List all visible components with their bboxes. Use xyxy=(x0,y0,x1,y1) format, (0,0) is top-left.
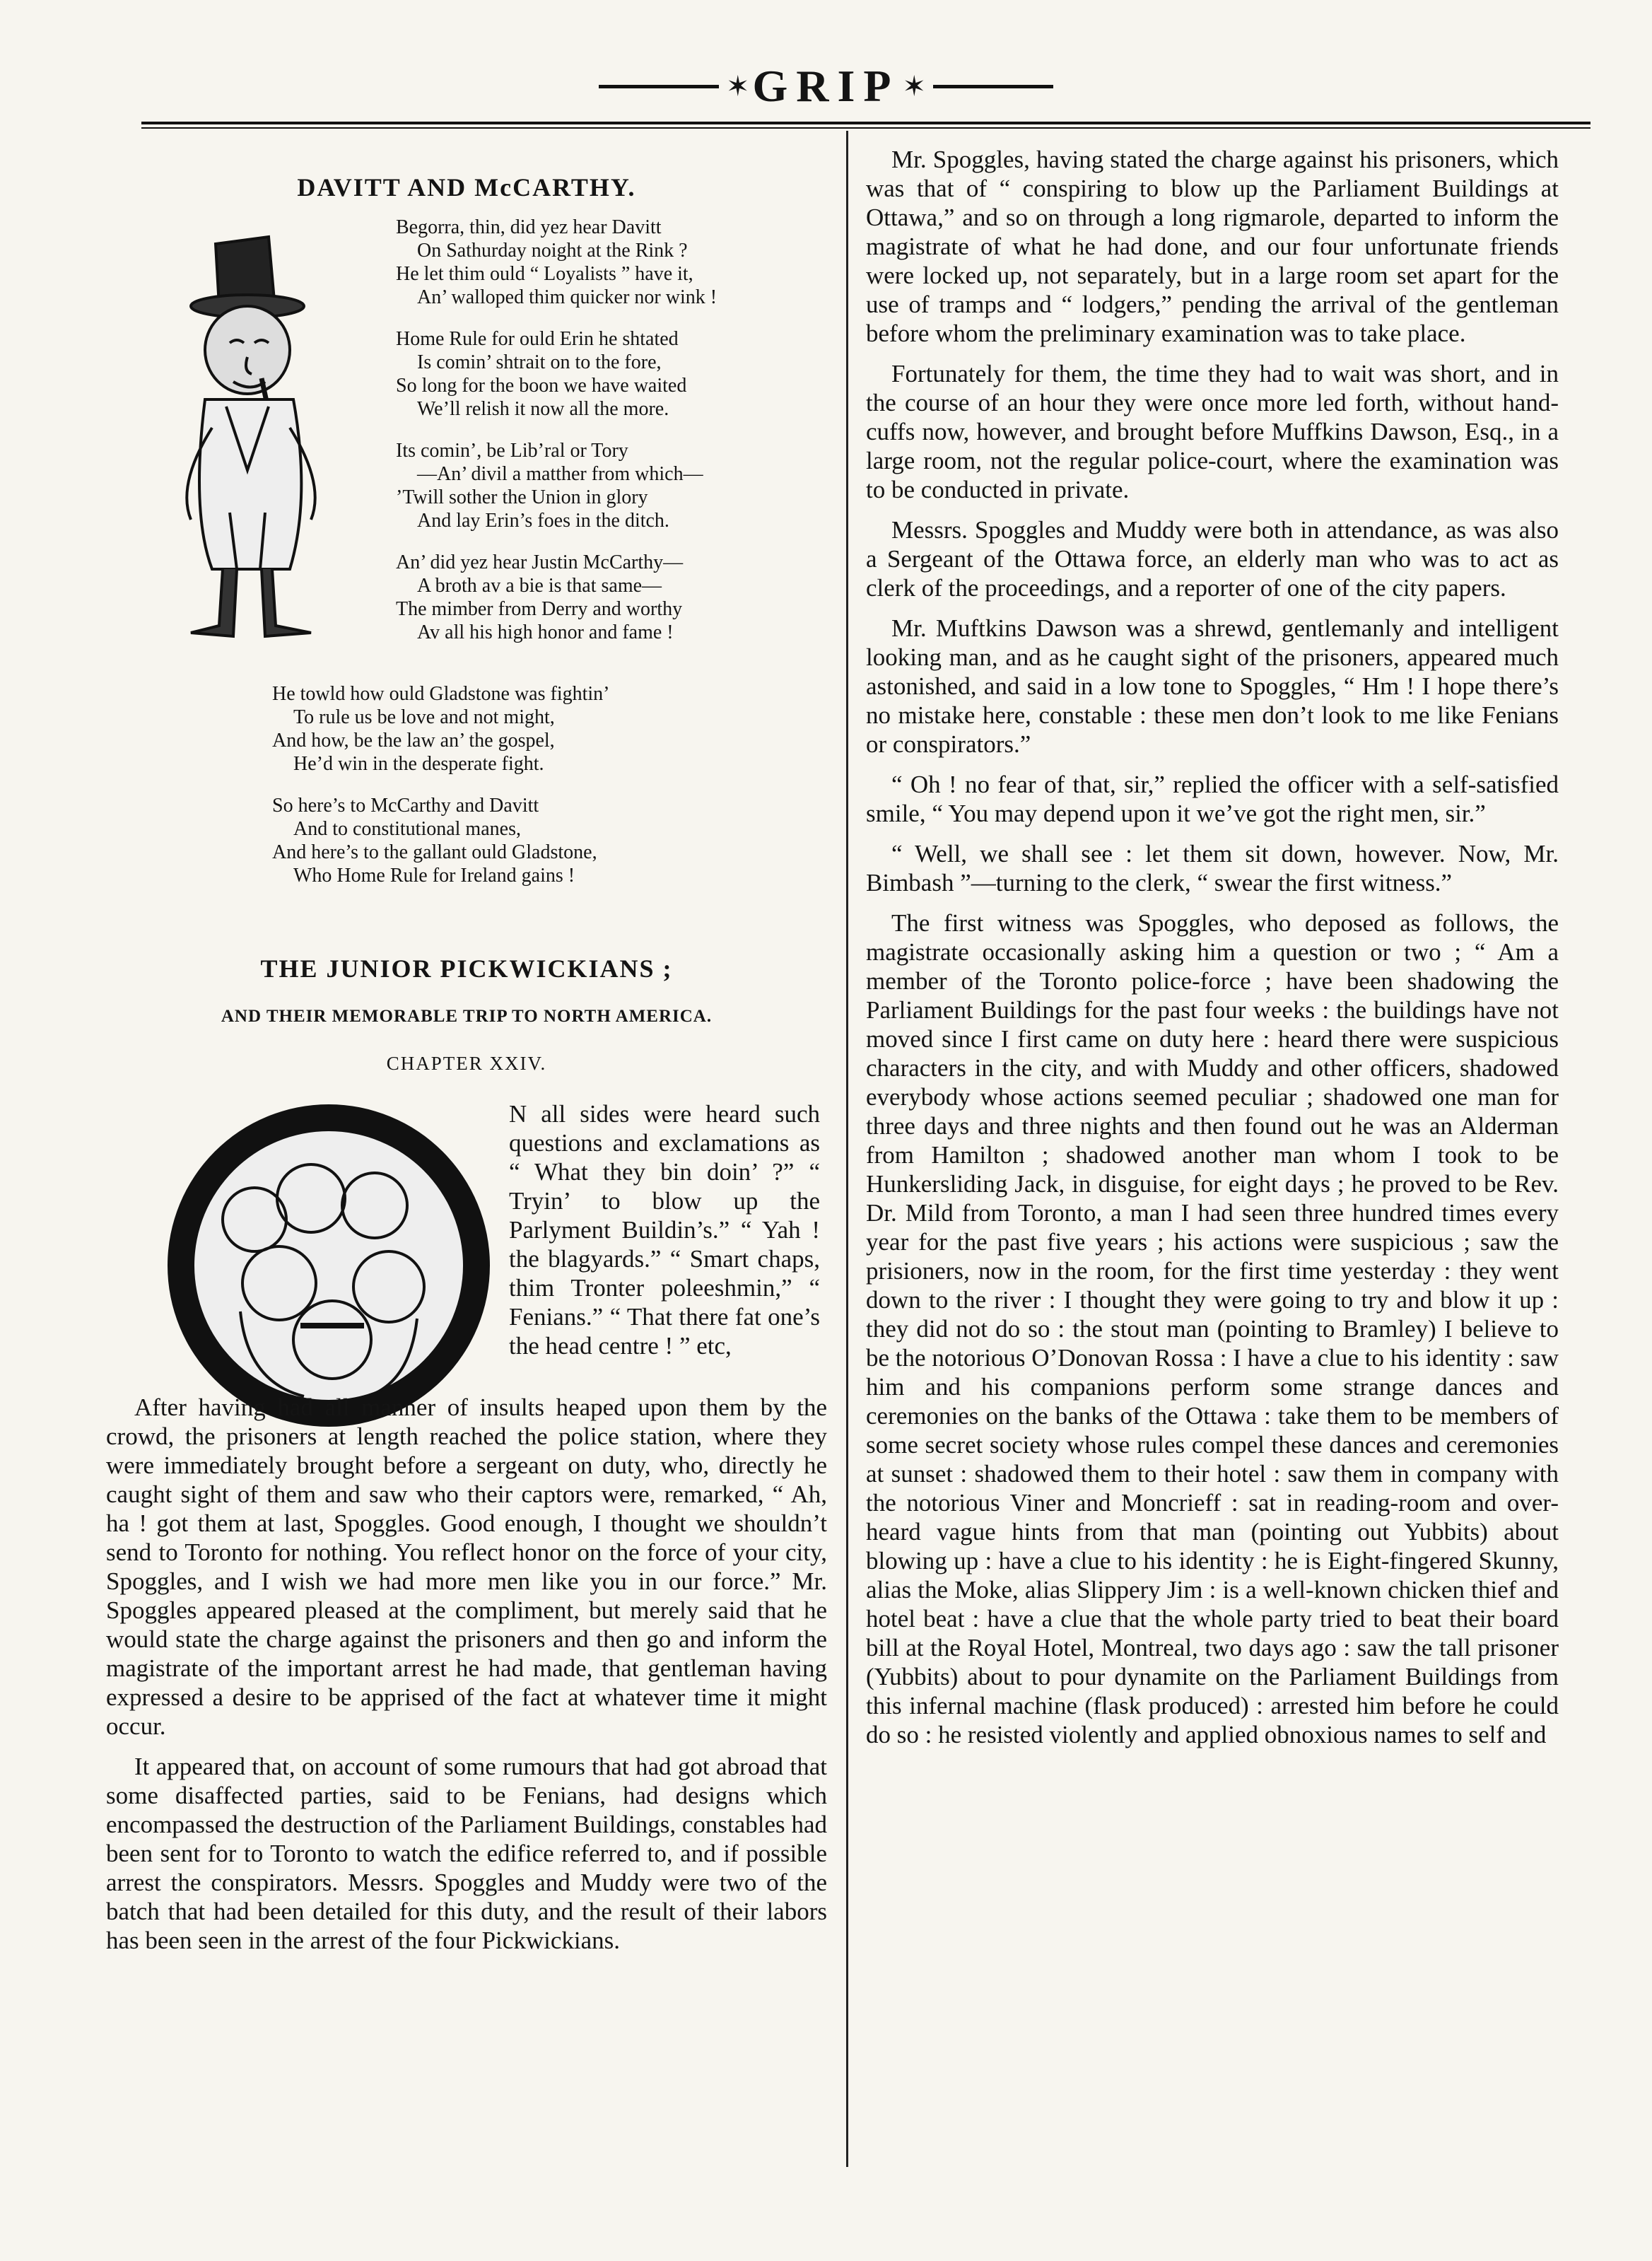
masthead-title: GRIP xyxy=(752,61,900,111)
poem-stanza xyxy=(272,794,767,887)
poem-title: DAVITT AND McCARTHY. xyxy=(297,173,636,201)
poem-body-lower xyxy=(272,682,767,887)
poem-line: On Sathurday noight at the Rink ? xyxy=(417,240,688,262)
story-paragraph: Fortunately for them, the time they had to wait was short, and in the course of an hour they were once more led forth, without hand-cuffs now, however, and brought before Muffkins Dawson, Esq., in a large room, not the regular police-court, where the examination was to be conducted in private. xyxy=(866,360,1559,503)
poem-line: An’ did yez hear Justin McCarthy— xyxy=(396,551,684,573)
masthead xyxy=(0,60,1652,112)
poem-line: Begorra, thin, did yez hear Davitt xyxy=(396,216,662,238)
story-subtitle: AND THEIR MEMORABLE TRIP TO NORTH AMERICA. xyxy=(221,1007,713,1026)
poem-stanza xyxy=(396,551,820,644)
story-paragraph: Mr. Muftkins Dawson was a shrewd, gentlemanly and intelligent looking man, and as he caught sight of the prisoners, appeared much astonished, and said in a low tone to Spoggles, “ Hm ! I hope there’s no mistake here, constable : these men don’t look to me like Fenians or conspirators.” xyxy=(866,614,1559,758)
poem-line: He’d win in the desperate fight. xyxy=(293,753,544,775)
poem-line: The mimber from Derry and worthy xyxy=(396,598,683,620)
story-paragraph: It appeared that, on account of some rumours that had got abroad that some disaffected parties, said to be Fenians, had designs which encompassed the destruction of the Parliament Buildings, constables had been sent for to Toronto to watch the edifice referred to, and if possible arrest the conspirators. Messrs. Spoggles and Muddy were two of the batch that had been detailed for this duty, and the result of their labors has been seen in the arrest of the four Pickwickians. xyxy=(106,1753,827,1954)
poem-line: And to constitutional manes, xyxy=(293,818,521,840)
right-column xyxy=(866,145,1559,1760)
poem-line: So long for the boon we have waited xyxy=(396,375,687,397)
poem-line: Home Rule for ould Erin he shtated xyxy=(396,328,679,350)
story-paragraph: The first witness was Spoggles, who deposed as follows, the magistrate occasionally asking him a question or two ; “ Am a member of the Toronto police-force ; have been shadowing the Parliament Buildings for the past four weeks : the buildings have not moved since I first came on duty here : heard there were suspicious characters in the city, and with Muddy and other officers, shadowed everybody whose actions seemed peculiar ; shadowed one man for three days and three nights and then found out he was an Alderman from Hamilton ; shadowed another man whom I took to be Hunkersliding Jack, in disguise, for eight days ; he proved to be Rev. Dr. Mild from Toronto, a man I had seen three hundred times every year for the past five years ; his actions were suspicious ; saw the prisioners, now in the room, for the first time yesterday : they went down to the river : I thought they were going to try and blow it up : they did not do so : the stout man (pointing to Bramley) I believe to be the notorious O’Donovan Rossa : I have a clue to his identity : saw him and his companions perform some strange dances and ceremonies on the banks of the Ottawa : take them to be members of some secret society whose rules compel these dances and ceremonies at sunset : shadowed them to their hotel : saw them in company with the notorious Viner and Moncrieff : sat in reading-room and over-heard vague hints from that man (pointing out Yubbits) about blowing up : have a clue to his identity : he is Eight-fingered Skunny, alias the Moke, alias Slippery Jim : is a well-known chicken thief and hotel beat : have a clue that the whole party tried to beat their board bill at the Royal Hotel, Montreal, two days ago : saw the tall prisoner (Yubbits) about to pour dynamite on the Parliament Buildings from this infernal machine (flask produced) : arrested him before he could do so : he resisted violently and applied obnoxious names to self and xyxy=(866,909,1559,1748)
header-rule-thin xyxy=(141,127,1591,129)
poem-line: He towld how ould Gladstone was fightin’ xyxy=(272,683,610,705)
poem-body xyxy=(396,216,820,644)
poem-line: To rule us be love and not might, xyxy=(293,706,555,728)
poem-line: And here’s to the gallant ould Gladstone, xyxy=(272,841,597,863)
poem-line: ’Twill sother the Union in glory xyxy=(396,486,648,508)
story-paragraph: “ Oh ! no fear of that, sir,” replied the officer with a self-satisfied smile, “ You may depend upon it we’ve got the right men, sir.” xyxy=(866,771,1559,827)
masthead-rule-right xyxy=(933,85,1053,88)
poem-line: Av all his high honor and fame ! xyxy=(417,621,674,643)
poem-line: An’ walloped thim quicker nor wink ! xyxy=(417,286,717,308)
poem-line: And how, be the law an’ the gospel, xyxy=(272,730,555,752)
poem-line: Is comin’ shtrait on to the fore, xyxy=(417,351,662,373)
poem-line: And lay Erin’s foes in the ditch. xyxy=(417,510,669,532)
poem-stanza xyxy=(396,216,820,309)
poem-stanza xyxy=(396,327,820,421)
story-paragraph: Mr. Spoggles, having stated the charge against his prisoners, which was that of “ conspiring to blow up the Parliament Buildings at Ottawa,” and so on through a long rigmarole, departed to inform the magistrate of what he had done, and our four unfortunate friends were locked up, not separately, but in a large room set apart for the use of tramps and “ lodgers,” pending the arrival of the gentleman before whom the preliminary examination was to take place. xyxy=(866,146,1559,347)
poem-line: So here’s to McCarthy and Davitt xyxy=(272,795,539,817)
caricature-illustration xyxy=(148,216,382,654)
story-title: THE JUNIOR PICKWICKIANS ; xyxy=(260,954,673,983)
crowd-vignette xyxy=(163,1099,495,1432)
story-paragraph: “ Well, we shall see : let them sit down, however. Now, Mr. Bimbash ”—turning to the clerk, “ swear the first witness.” xyxy=(866,840,1559,896)
column-divider xyxy=(846,131,848,2167)
poem-line: He let thim ould “ Loyalists ” have it, xyxy=(396,263,693,285)
story-opening: N all sides were heard such questions and exclamations as “ What they bin doin’ ?” “ Tryin’ to blow up the Parlyment Buildin’s.” “ Yah ! the blagyards.” “ Smart chaps, thim Tronter poleeshmin,” “ Fenians.” “ That there fat one’s the head centre ! ” etc, xyxy=(509,1100,820,1360)
poem-stanza xyxy=(396,439,820,532)
poem-line: Who Home Rule for Ireland gains ! xyxy=(293,865,575,887)
poem-stanza xyxy=(272,682,767,776)
chapter-heading: CHAPTER XXIV. xyxy=(386,1053,547,1074)
poem-line: We’ll relish it now all the more. xyxy=(417,398,669,420)
header-rule xyxy=(141,122,1591,124)
poem-line: Its comin’, be Lib’ral or Tory xyxy=(396,440,628,462)
star-icon: ✶ xyxy=(725,70,750,103)
story-paragraph: After having had all manner of insults heaped upon them by the crowd, the prisoners at length reached the police station, where they were immediately brought before a sergeant on duty, who, directly he caught sight of them and saw who their captors were, remarked, “ Ah, ha ! got them at last, Spoggles. Good enough, I thought we shouldn’t send to Toronto for nothing. You reflect honor on the force of your city, Spoggles, and I wish we had more men like you in our force.” Mr. Spoggles appeared pleased at the compliment, but merely said that he would state the charge against the prisoners and then go and inform the magistrate of the important arrest he had made, that gentleman having expressed a desire to be apprised of the fact at whatever time it might occur. xyxy=(106,1394,827,1740)
masthead-rule-left xyxy=(599,85,719,88)
poem-line: A broth av a bie is that same— xyxy=(417,575,662,597)
story-paragraph: Messrs. Spoggles and Muddy were both in attendance, as was also a Sergeant of the Ottawa force, an elderly man who was to act as clerk of the proceedings, and a reporter of one of the city papers. xyxy=(866,516,1559,602)
poem-line: —An’ divil a matther from which— xyxy=(417,463,703,485)
star-icon: ✶ xyxy=(902,70,927,103)
left-column xyxy=(106,138,827,1954)
